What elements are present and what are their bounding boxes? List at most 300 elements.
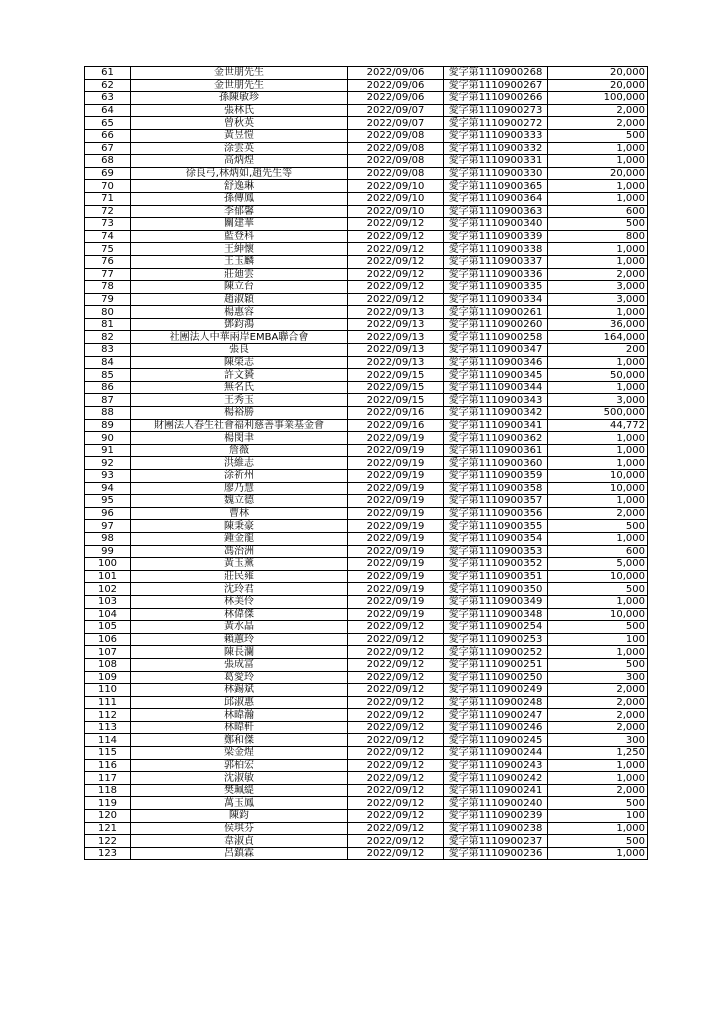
donation-amount-cell: 500 [548,520,648,533]
table-row [85,608,648,621]
donor-name-cell: 郭柏宏 [131,759,348,772]
donation-date-cell: 2022/09/06 [348,92,444,105]
table-row [85,772,648,785]
donor-name-cell: 呂鎮霖 [131,847,348,860]
donor-name-cell: 鍾金龍 [131,532,348,545]
donation-date-cell: 2022/09/19 [348,444,444,457]
donor-name-cell: 陳秉豪 [131,520,348,533]
row-number-cell: 84 [85,356,131,369]
receipt-number-cell: 愛字第1110900246 [444,721,548,734]
donation-amount-cell: 500 [548,583,648,596]
table-row [85,570,648,583]
donor-name-cell: 王玉麟 [131,255,348,268]
receipt-number-cell: 愛字第1110900341 [444,419,548,432]
donation-date-cell: 2022/09/13 [348,318,444,331]
donation-date-cell: 2022/09/19 [348,432,444,445]
donation-date-cell: 2022/09/19 [348,595,444,608]
row-number-cell: 87 [85,394,131,407]
table-row [85,721,648,734]
receipt-number-cell: 愛字第1110900238 [444,822,548,835]
donor-name-cell: 黃昱愷 [131,129,348,142]
donation-amount-cell: 3,000 [548,394,648,407]
row-number-cell: 79 [85,293,131,306]
table-row [85,180,648,193]
row-number-cell: 112 [85,709,131,722]
donation-date-cell: 2022/09/06 [348,79,444,92]
row-number-cell: 96 [85,507,131,520]
donation-amount-cell: 1,000 [548,444,648,457]
row-number-cell: 97 [85,520,131,533]
donor-name-cell: 徐良弓,林炳如,趙先生等 [131,167,348,180]
table-row [85,167,648,180]
row-number-cell: 61 [85,67,131,80]
donor-name-cell: 陳鈞 [131,810,348,823]
table-row [85,331,648,344]
donation-amount-cell: 500 [548,797,648,810]
donation-amount-cell: 100 [548,810,648,823]
table-row [85,532,648,545]
donation-date-cell: 2022/09/12 [348,747,444,760]
donor-name-cell: 林錫斌 [131,684,348,697]
table-row [85,658,648,671]
row-number-cell: 102 [85,583,131,596]
table-row [85,558,648,571]
receipt-number-cell: 愛字第1110900347 [444,344,548,357]
donation-date-cell: 2022/09/08 [348,167,444,180]
receipt-number-cell: 愛字第1110900360 [444,457,548,470]
row-number-cell: 62 [85,79,131,92]
receipt-number-cell: 愛字第1110900266 [444,92,548,105]
donation-date-cell: 2022/09/10 [348,205,444,218]
row-number-cell: 82 [85,331,131,344]
donor-name-cell: 沈淑敏 [131,772,348,785]
donation-date-cell: 2022/09/16 [348,407,444,420]
receipt-number-cell: 愛字第1110900349 [444,595,548,608]
donation-amount-cell: 1,000 [548,457,648,470]
donation-date-cell: 2022/09/15 [348,381,444,394]
table-row [85,696,648,709]
table-row [85,822,648,835]
receipt-number-cell: 愛字第1110900261 [444,306,548,319]
donor-name-cell: 涂祈州 [131,470,348,483]
table-row [85,432,648,445]
table-row [85,507,648,520]
row-number-cell: 74 [85,230,131,243]
table-row [85,520,648,533]
donation-amount-cell: 500 [548,658,648,671]
donation-amount-cell: 300 [548,734,648,747]
receipt-number-cell: 愛字第1110900352 [444,558,548,571]
receipt-number-cell: 愛字第1110900334 [444,293,548,306]
row-number-cell: 121 [85,822,131,835]
row-number-cell: 113 [85,721,131,734]
row-number-cell: 118 [85,784,131,797]
donation-date-cell: 2022/09/12 [348,658,444,671]
table-row [85,646,648,659]
receipt-number-cell: 愛字第1110900335 [444,281,548,294]
row-number-cell: 77 [85,268,131,281]
table-row [85,734,648,747]
donation-amount-cell: 1,000 [548,243,648,256]
donation-amount-cell: 1,000 [548,142,648,155]
table-row [85,369,648,382]
table-row [85,104,648,117]
table-row [85,117,648,130]
receipt-number-cell: 愛字第1110900356 [444,507,548,520]
receipt-number-cell: 愛字第1110900251 [444,658,548,671]
receipt-number-cell: 愛字第1110900242 [444,772,548,785]
donor-name-cell: 林偉傑 [131,608,348,621]
table-row [85,847,648,860]
table-row [85,67,648,80]
row-number-cell: 109 [85,671,131,684]
donor-name-cell: 張良 [131,344,348,357]
receipt-number-cell: 愛字第1110900342 [444,407,548,420]
table-row [85,633,648,646]
donation-date-cell: 2022/09/19 [348,558,444,571]
donation-sheet [84,66,648,860]
row-number-cell: 100 [85,558,131,571]
donation-amount-cell: 1,000 [548,646,648,659]
row-number-cell: 89 [85,419,131,432]
donor-name-cell: 樊珮緹 [131,784,348,797]
donation-date-cell: 2022/09/12 [348,684,444,697]
donation-date-cell: 2022/09/12 [348,822,444,835]
table-row [85,92,648,105]
row-number-cell: 110 [85,684,131,697]
receipt-number-cell: 愛字第1110900249 [444,684,548,697]
donation-amount-cell: 5,000 [548,558,648,571]
row-number-cell: 108 [85,658,131,671]
donation-amount-cell: 1,000 [548,495,648,508]
donation-date-cell: 2022/09/12 [348,734,444,747]
table-row [85,784,648,797]
table-row [85,457,648,470]
receipt-number-cell: 愛字第1110900365 [444,180,548,193]
donor-name-cell: 洪維志 [131,457,348,470]
receipt-number-cell: 愛字第1110900237 [444,835,548,848]
table-row [85,306,648,319]
donation-amount-cell: 1,000 [548,595,648,608]
donation-amount-cell: 300 [548,671,648,684]
row-number-cell: 64 [85,104,131,117]
donation-date-cell: 2022/09/12 [348,709,444,722]
donation-amount-cell: 1,000 [548,180,648,193]
donation-amount-cell: 2,000 [548,268,648,281]
donation-amount-cell: 1,250 [548,747,648,760]
donation-amount-cell: 10,000 [548,470,648,483]
table-row [85,759,648,772]
donation-table-body [85,67,648,860]
table-row [85,545,648,558]
donation-amount-cell: 1,000 [548,847,648,860]
donor-name-cell: 趙淑穎 [131,293,348,306]
receipt-number-cell: 愛字第1110900244 [444,747,548,760]
row-number-cell: 80 [85,306,131,319]
donation-amount-cell: 3,000 [548,281,648,294]
donation-date-cell: 2022/09/08 [348,142,444,155]
donor-name-cell: 張成富 [131,658,348,671]
row-number-cell: 92 [85,457,131,470]
donation-amount-cell: 2,000 [548,784,648,797]
donor-name-cell: 陳長瀾 [131,646,348,659]
donation-amount-cell: 1,000 [548,772,648,785]
donation-date-cell: 2022/09/12 [348,696,444,709]
receipt-number-cell: 愛字第1110900355 [444,520,548,533]
donor-name-cell: 詹薇 [131,444,348,457]
receipt-number-cell: 愛字第1110900239 [444,810,548,823]
receipt-number-cell: 愛字第1110900254 [444,621,548,634]
donor-name-cell: 孫陳敏珍 [131,92,348,105]
donation-amount-cell: 1,000 [548,822,648,835]
row-number-cell: 114 [85,734,131,747]
receipt-number-cell: 愛字第1110900267 [444,79,548,92]
receipt-number-cell: 愛字第1110900339 [444,230,548,243]
table-row [85,595,648,608]
donation-amount-cell: 1,000 [548,432,648,445]
row-number-cell: 68 [85,155,131,168]
donor-name-cell: 王秀玉 [131,394,348,407]
row-number-cell: 70 [85,180,131,193]
receipt-number-cell: 愛字第1110900248 [444,696,548,709]
receipt-number-cell: 愛字第1110900340 [444,218,548,231]
donation-date-cell: 2022/09/19 [348,583,444,596]
donor-name-cell: 莊廸雲 [131,268,348,281]
receipt-number-cell: 愛字第1110900363 [444,205,548,218]
row-number-cell: 122 [85,835,131,848]
table-row [85,407,648,420]
donor-name-cell: 陳立台 [131,281,348,294]
donor-name-cell: 梁金煋 [131,747,348,760]
donation-date-cell: 2022/09/12 [348,772,444,785]
row-number-cell: 98 [85,532,131,545]
donation-date-cell: 2022/09/12 [348,281,444,294]
donor-name-cell: 孫傳鳳 [131,192,348,205]
receipt-number-cell: 愛字第1110900258 [444,331,548,344]
donation-amount-cell: 1,000 [548,155,648,168]
table-row [85,129,648,142]
donation-amount-cell: 600 [548,545,648,558]
row-number-cell: 120 [85,810,131,823]
donor-name-cell: 韋淑貞 [131,835,348,848]
donor-name-cell: 邱淑惠 [131,696,348,709]
donation-amount-cell: 500 [548,621,648,634]
table-row [85,797,648,810]
donation-amount-cell: 10,000 [548,482,648,495]
table-row [85,142,648,155]
table-row [85,155,648,168]
donation-date-cell: 2022/09/12 [348,847,444,860]
table-row [85,621,648,634]
table-row [85,495,648,508]
row-number-cell: 105 [85,621,131,634]
row-number-cell: 90 [85,432,131,445]
donation-date-cell: 2022/09/13 [348,306,444,319]
donor-name-cell: 王紳懷 [131,243,348,256]
donation-amount-cell: 1,000 [548,306,648,319]
receipt-number-cell: 愛字第1110900338 [444,243,548,256]
donation-amount-cell: 20,000 [548,167,648,180]
donation-date-cell: 2022/09/12 [348,784,444,797]
table-row [85,419,648,432]
receipt-number-cell: 愛字第1110900344 [444,381,548,394]
donation-amount-cell: 100 [548,633,648,646]
donation-amount-cell: 20,000 [548,67,648,80]
donor-name-cell: 林暐瀚 [131,709,348,722]
donor-name-cell: 社團法人中華兩岸EMBA聯合會 [131,331,348,344]
row-number-cell: 65 [85,117,131,130]
row-number-cell: 103 [85,595,131,608]
receipt-number-cell: 愛字第1110900331 [444,155,548,168]
row-number-cell: 76 [85,255,131,268]
receipt-number-cell: 愛字第1110900272 [444,117,548,130]
donor-name-cell: 無名氏 [131,381,348,394]
receipt-number-cell: 愛字第1110900353 [444,545,548,558]
donation-amount-cell: 2,000 [548,721,648,734]
receipt-number-cell: 愛字第1110900332 [444,142,548,155]
donation-date-cell: 2022/09/08 [348,155,444,168]
donation-date-cell: 2022/09/12 [348,255,444,268]
donation-amount-cell: 500 [548,129,648,142]
receipt-number-cell: 愛字第1110900362 [444,432,548,445]
row-number-cell: 71 [85,192,131,205]
table-row [85,444,648,457]
donor-name-cell: 陳榮志 [131,356,348,369]
table-row [85,684,648,697]
donation-date-cell: 2022/09/13 [348,356,444,369]
donor-name-cell: 關建華 [131,218,348,231]
table-row [85,709,648,722]
receipt-number-cell: 愛字第1110900354 [444,532,548,545]
row-number-cell: 72 [85,205,131,218]
receipt-number-cell: 愛字第1110900345 [444,369,548,382]
donation-amount-cell: 2,000 [548,684,648,697]
donation-date-cell: 2022/09/12 [348,797,444,810]
donation-date-cell: 2022/09/06 [348,67,444,80]
row-number-cell: 83 [85,344,131,357]
donor-name-cell: 林暐軒 [131,721,348,734]
donation-date-cell: 2022/09/19 [348,507,444,520]
row-number-cell: 91 [85,444,131,457]
receipt-number-cell: 愛字第1110900343 [444,394,548,407]
row-number-cell: 75 [85,243,131,256]
donation-amount-cell: 2,000 [548,696,648,709]
donor-name-cell: 舒逸琳 [131,180,348,193]
donor-name-cell: 財團法人春生社會福利慈善事業基金會 [131,419,348,432]
donation-amount-cell: 2,000 [548,117,648,130]
donation-date-cell: 2022/09/12 [348,835,444,848]
table-row [85,583,648,596]
table-row [85,835,648,848]
donation-amount-cell: 1,000 [548,356,648,369]
donor-name-cell: 張林氏 [131,104,348,117]
donation-date-cell: 2022/09/15 [348,394,444,407]
receipt-number-cell: 愛字第1110900243 [444,759,548,772]
receipt-number-cell: 愛字第1110900351 [444,570,548,583]
receipt-number-cell: 愛字第1110900253 [444,633,548,646]
donor-name-cell: 沈玲君 [131,583,348,596]
donor-name-cell: 黃水晶 [131,621,348,634]
donation-date-cell: 2022/09/10 [348,192,444,205]
donor-name-cell: 賴蕙玲 [131,633,348,646]
donation-date-cell: 2022/09/12 [348,243,444,256]
row-number-cell: 101 [85,570,131,583]
donation-amount-cell: 500,000 [548,407,648,420]
donation-amount-cell: 1,000 [548,759,648,772]
donation-amount-cell: 800 [548,230,648,243]
donation-amount-cell: 1,000 [548,381,648,394]
donor-name-cell: 曹林 [131,507,348,520]
donation-date-cell: 2022/09/19 [348,545,444,558]
donation-date-cell: 2022/09/15 [348,369,444,382]
donation-date-cell: 2022/09/12 [348,218,444,231]
table-row [85,79,648,92]
table-row [85,747,648,760]
donor-name-cell: 楊惠容 [131,306,348,319]
donation-date-cell: 2022/09/12 [348,759,444,772]
donor-name-cell: 曾秋英 [131,117,348,130]
donation-date-cell: 2022/09/10 [348,180,444,193]
table-row [85,381,648,394]
donation-date-cell: 2022/09/12 [348,230,444,243]
donation-amount-cell: 44,772 [548,419,648,432]
receipt-number-cell: 愛字第1110900348 [444,608,548,621]
donor-name-cell: 藍登科 [131,230,348,243]
donation-date-cell: 2022/09/07 [348,117,444,130]
donation-date-cell: 2022/09/19 [348,482,444,495]
donation-amount-cell: 36,000 [548,318,648,331]
row-number-cell: 73 [85,218,131,231]
row-number-cell: 88 [85,407,131,420]
receipt-number-cell: 愛字第1110900250 [444,671,548,684]
row-number-cell: 106 [85,633,131,646]
row-number-cell: 104 [85,608,131,621]
donor-name-cell: 楊閔聿 [131,432,348,445]
donation-amount-cell: 2,000 [548,709,648,722]
receipt-number-cell: 愛字第1110900350 [444,583,548,596]
row-number-cell: 123 [85,847,131,860]
donation-date-cell: 2022/09/12 [348,633,444,646]
donor-name-cell: 涂雲英 [131,142,348,155]
table-row [85,218,648,231]
donation-table [84,66,648,860]
receipt-number-cell: 愛字第1110900364 [444,192,548,205]
donation-amount-cell: 500 [548,218,648,231]
donation-amount-cell: 200 [548,344,648,357]
donor-name-cell: 李郁馨 [131,205,348,218]
donation-date-cell: 2022/09/19 [348,520,444,533]
table-row [85,192,648,205]
receipt-number-cell: 愛字第1110900236 [444,847,548,860]
donor-name-cell: 魏立德 [131,495,348,508]
donation-date-cell: 2022/09/12 [348,621,444,634]
donation-amount-cell: 1,000 [548,255,648,268]
row-number-cell: 119 [85,797,131,810]
row-number-cell: 86 [85,381,131,394]
table-row [85,268,648,281]
table-row [85,482,648,495]
receipt-number-cell: 愛字第1110900330 [444,167,548,180]
donor-name-cell: 楊裕勝 [131,407,348,420]
table-row [85,394,648,407]
receipt-number-cell: 愛字第1110900333 [444,129,548,142]
donation-amount-cell: 10,000 [548,608,648,621]
row-number-cell: 69 [85,167,131,180]
donation-amount-cell: 3,000 [548,293,648,306]
receipt-number-cell: 愛字第1110900336 [444,268,548,281]
donation-amount-cell: 2,000 [548,104,648,117]
donor-name-cell: 侯琪芬 [131,822,348,835]
